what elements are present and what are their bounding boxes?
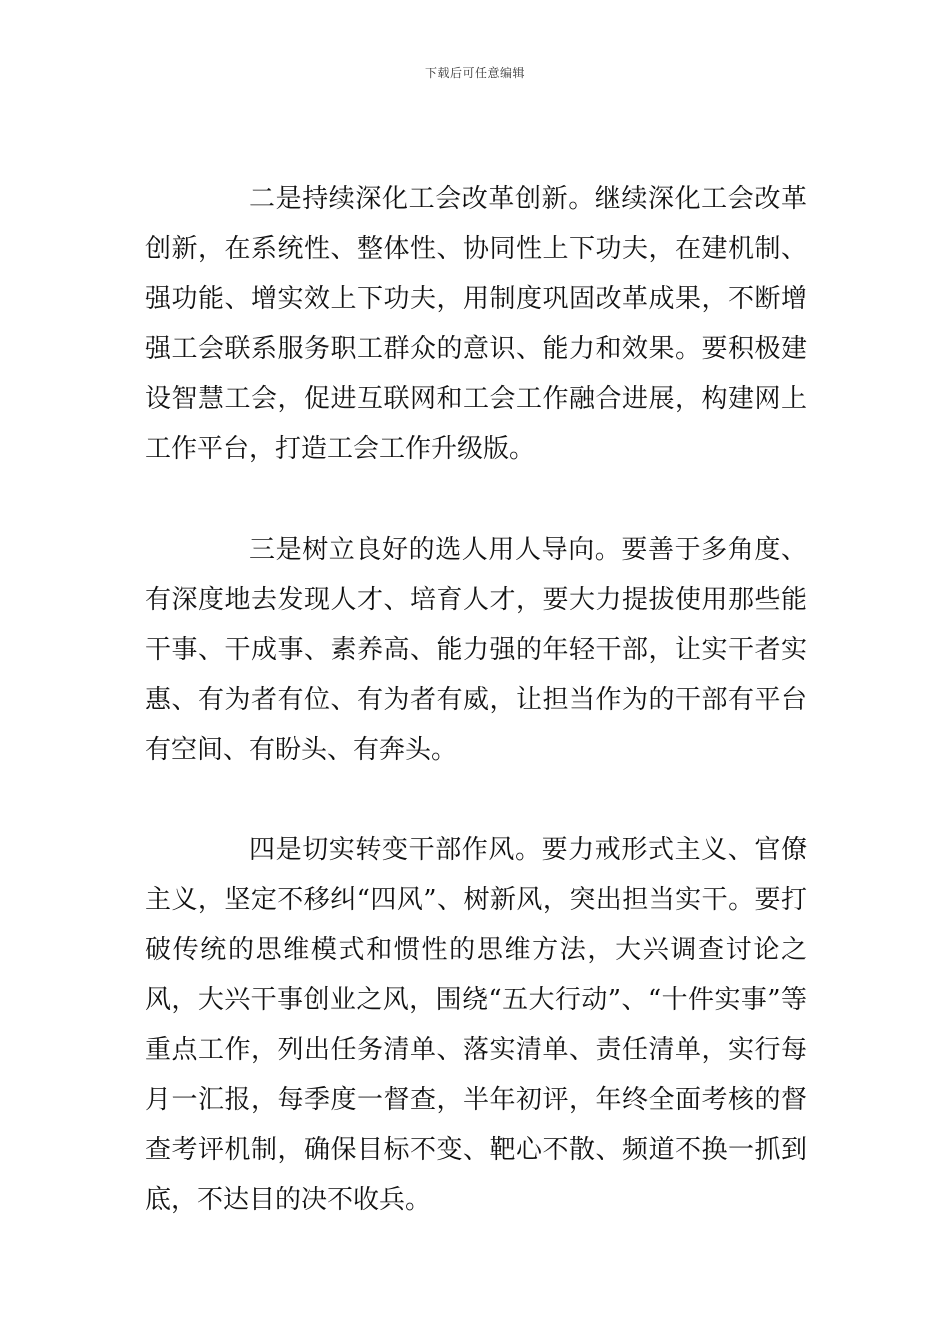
paragraph-talent-selection: 三是树立良好的选人用人导向。要善于多角度、有深度地去发现人才、培育人才，要大力提拔使用那些能干事、干成事、素养高、能力强的年轻干部，让实干者实惠、有为者有位、有为者有威，让担当作为的干部有平台有空间、有盼头、有奔头。 <box>145 535 807 765</box>
paragraph-work-style: 四是切实转变干部作风。要力戒形式主义、官僚主义，坚定不移纠“四风”、树新风，突出担当实干。要打破传统的思维模式和惯性的思维方法，大兴调查讨论之风，大兴干事创业之风，围绕“五大行动”、“十件实事”等重点工作，列出任务清单、落实清单、责任清单，实行每月一汇报，每季度一督查，半年初评，年终全面考核的督查考评机制，确保目标不变、靶心不散、频道不换一抓到底，不达目的决不收兵。 <box>145 835 807 1215</box>
page-header: 下载后可任意编辑 <box>424 66 525 80</box>
paragraph-union-reform: 二是持续深化工会改革创新。继续深化工会改革创新，在系统性、整体性、协同性上下功夫，在建机制、强功能、增实效上下功夫，用制度巩固改革成果，不断增强工会联系服务职工群众的意识、能力和效果。要积极建设智慧工会，促进互联网和工会工作融合进展，构建网上工作平台，打造工会工作升级版。 <box>145 184 807 464</box>
